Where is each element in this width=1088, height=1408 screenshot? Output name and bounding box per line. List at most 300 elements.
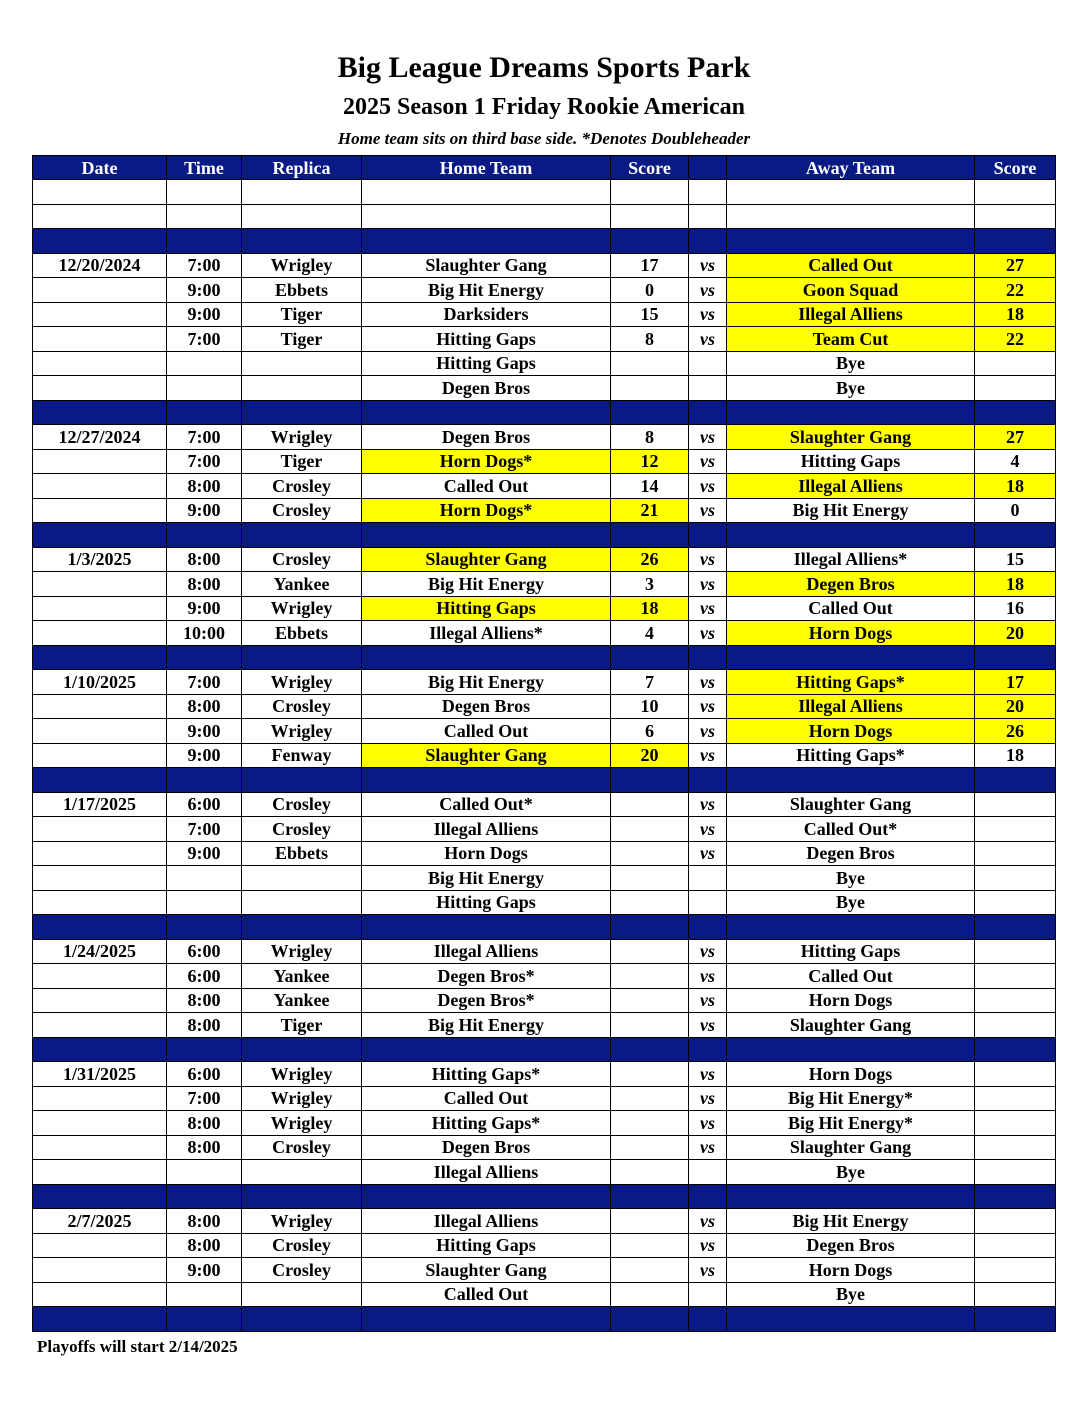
game-row [33, 351, 1056, 376]
home-team-cell: Slaughter Gang [362, 1258, 611, 1283]
replica-cell [242, 204, 362, 229]
away-team-cell [727, 645, 975, 670]
page-title: Big League Dreams Sports Park [337, 51, 751, 84]
vs-cell: vs [689, 1233, 727, 1258]
col-vs [689, 156, 727, 180]
home-score-cell: 12 [611, 449, 689, 474]
time-cell: 6:00 [167, 1062, 242, 1087]
date-cell [33, 988, 167, 1013]
away-team-cell: Called Out [727, 253, 975, 278]
vs-cell: vs [689, 743, 727, 768]
away-score-cell [975, 1282, 1056, 1307]
date-cell [33, 1135, 167, 1160]
game-row [33, 670, 1056, 695]
home-team-cell: Illegal Alliens [362, 1160, 611, 1185]
game-row [33, 694, 1056, 719]
home-score-cell [611, 351, 689, 376]
col-home-score: Score [611, 156, 689, 180]
replica-cell: Wrigley [242, 670, 362, 695]
home-team-cell: Darksiders [362, 302, 611, 327]
replica-cell: Tiger [242, 302, 362, 327]
home-score-cell: 7 [611, 670, 689, 695]
away-team-cell: Called Out* [727, 817, 975, 842]
date-cell [33, 327, 167, 352]
replica-cell: Yankee [242, 964, 362, 989]
home-team-cell: Slaughter Gang [362, 547, 611, 572]
vs-cell: vs [689, 425, 727, 450]
vs-cell: vs [689, 719, 727, 744]
home-score-cell: 21 [611, 498, 689, 523]
replica-cell: Crosley [242, 1258, 362, 1283]
home-team-cell: Called Out* [362, 792, 611, 817]
date-cell: 12/20/2024 [33, 253, 167, 278]
away-team-cell: Hitting Gaps [727, 939, 975, 964]
time-cell [167, 376, 242, 401]
replica-cell: Crosley [242, 694, 362, 719]
date-cell [33, 498, 167, 523]
date-cell [33, 229, 167, 254]
time-cell: 9:00 [167, 841, 242, 866]
away-score-cell: 18 [975, 572, 1056, 597]
date-cell [33, 376, 167, 401]
home-team-cell: Degen Bros* [362, 964, 611, 989]
home-score-cell [611, 841, 689, 866]
time-cell [167, 890, 242, 915]
time-cell: 6:00 [167, 792, 242, 817]
game-row [33, 964, 1056, 989]
away-score-cell [975, 229, 1056, 254]
replica-cell [242, 645, 362, 670]
vs-cell: vs [689, 474, 727, 499]
replica-cell: Tiger [242, 327, 362, 352]
date-cell [33, 645, 167, 670]
game-row [33, 1258, 1056, 1283]
vs-cell [689, 915, 727, 940]
date-cell [33, 278, 167, 303]
home-score-cell [611, 1135, 689, 1160]
vs-cell: vs [689, 988, 727, 1013]
time-cell [167, 229, 242, 254]
vs-cell [689, 523, 727, 548]
away-team-cell: Illegal Alliens [727, 474, 975, 499]
away-score-cell: 27 [975, 425, 1056, 450]
away-score-cell [975, 1307, 1056, 1332]
date-cell [33, 1258, 167, 1283]
away-team-cell: Called Out [727, 596, 975, 621]
home-team-cell [362, 523, 611, 548]
time-cell: 6:00 [167, 964, 242, 989]
time-cell: 7:00 [167, 1086, 242, 1111]
home-team-cell: Illegal Alliens [362, 817, 611, 842]
away-team-cell: Bye [727, 1282, 975, 1307]
home-team-cell: Hitting Gaps [362, 596, 611, 621]
home-team-cell: Horn Dogs [362, 841, 611, 866]
vs-cell [689, 180, 727, 205]
away-score-cell [975, 768, 1056, 793]
away-score-cell [975, 1184, 1056, 1209]
replica-cell: Ebbets [242, 278, 362, 303]
time-cell: 9:00 [167, 719, 242, 744]
vs-cell: vs [689, 792, 727, 817]
away-score-cell: 26 [975, 719, 1056, 744]
away-score-cell [975, 841, 1056, 866]
away-team-cell: Called Out [727, 964, 975, 989]
away-team-cell: Bye [727, 351, 975, 376]
game-row [33, 302, 1056, 327]
time-cell: 7:00 [167, 449, 242, 474]
away-score-cell [975, 988, 1056, 1013]
vs-cell: vs [689, 1062, 727, 1087]
vs-cell: vs [689, 670, 727, 695]
home-team-cell: Slaughter Gang [362, 743, 611, 768]
game-row [33, 572, 1056, 597]
vs-cell: vs [689, 596, 727, 621]
header-row [33, 156, 1056, 180]
date-cell: 1/31/2025 [33, 1062, 167, 1087]
game-row [33, 449, 1056, 474]
time-cell: 8:00 [167, 1209, 242, 1234]
replica-cell: Wrigley [242, 1209, 362, 1234]
time-cell [167, 915, 242, 940]
replica-cell: Crosley [242, 547, 362, 572]
date-cell [33, 351, 167, 376]
away-team-cell [727, 523, 975, 548]
time-cell [167, 204, 242, 229]
home-team-cell: Hitting Gaps [362, 351, 611, 376]
home-team-cell: Hitting Gaps [362, 890, 611, 915]
home-team-cell: Slaughter Gang [362, 253, 611, 278]
away-score-cell [975, 964, 1056, 989]
home-score-cell: 6 [611, 719, 689, 744]
vs-cell [689, 768, 727, 793]
home-team-cell: Big Hit Energy [362, 866, 611, 891]
time-cell: 8:00 [167, 1135, 242, 1160]
vs-cell: vs [689, 278, 727, 303]
away-score-cell: 16 [975, 596, 1056, 621]
away-team-cell: Hitting Gaps* [727, 670, 975, 695]
replica-cell [242, 768, 362, 793]
home-score-cell: 14 [611, 474, 689, 499]
vs-cell: vs [689, 327, 727, 352]
week-separator-row [33, 523, 1056, 548]
home-score-cell [611, 400, 689, 425]
col-date: Date [33, 156, 167, 180]
away-score-cell [975, 1062, 1056, 1087]
time-cell: 8:00 [167, 547, 242, 572]
vs-cell [689, 400, 727, 425]
away-team-cell: Illegal Alliens [727, 302, 975, 327]
game-row [33, 1135, 1056, 1160]
replica-cell [242, 180, 362, 205]
week-separator-row [33, 768, 1056, 793]
home-team-cell: Called Out [362, 1086, 611, 1111]
time-cell [167, 400, 242, 425]
home-score-cell [611, 1209, 689, 1234]
game-row [33, 841, 1056, 866]
home-score-cell [611, 915, 689, 940]
vs-cell: vs [689, 841, 727, 866]
home-team-cell: Big Hit Energy [362, 572, 611, 597]
vs-cell: vs [689, 572, 727, 597]
game-row [33, 1013, 1056, 1038]
replica-cell: Wrigley [242, 1086, 362, 1111]
away-score-cell [975, 180, 1056, 205]
home-team-cell: Hitting Gaps [362, 1233, 611, 1258]
replica-cell: Fenway [242, 743, 362, 768]
game-row [33, 988, 1056, 1013]
away-score-cell [975, 1086, 1056, 1111]
col-home-team: Home Team [362, 156, 611, 180]
game-row [33, 498, 1056, 523]
away-team-cell [727, 229, 975, 254]
home-score-cell [611, 376, 689, 401]
replica-cell: Wrigley [242, 253, 362, 278]
date-cell [33, 1282, 167, 1307]
time-cell: 9:00 [167, 302, 242, 327]
home-team-cell [362, 180, 611, 205]
vs-cell [689, 351, 727, 376]
home-team-cell [362, 768, 611, 793]
date-cell: 1/10/2025 [33, 670, 167, 695]
time-cell [167, 866, 242, 891]
time-cell: 8:00 [167, 1013, 242, 1038]
away-score-cell: 15 [975, 547, 1056, 572]
blank-row [33, 204, 1056, 229]
away-team-cell: Big Hit Energy* [727, 1111, 975, 1136]
vs-cell: vs [689, 1135, 727, 1160]
vs-cell: vs [689, 621, 727, 646]
home-team-cell [362, 1184, 611, 1209]
away-team-cell: Big Hit Energy* [727, 1086, 975, 1111]
away-team-cell: Slaughter Gang [727, 1135, 975, 1160]
time-cell: 7:00 [167, 817, 242, 842]
date-cell [33, 719, 167, 744]
replica-cell: Crosley [242, 498, 362, 523]
game-row [33, 1160, 1056, 1185]
away-score-cell: 22 [975, 327, 1056, 352]
away-team-cell: Horn Dogs [727, 719, 975, 744]
replica-cell: Wrigley [242, 1062, 362, 1087]
home-team-cell: Horn Dogs* [362, 449, 611, 474]
home-score-cell [611, 890, 689, 915]
away-team-cell [727, 204, 975, 229]
date-cell [33, 768, 167, 793]
away-team-cell: Degen Bros [727, 841, 975, 866]
away-score-cell [975, 1233, 1056, 1258]
home-score-cell [611, 1282, 689, 1307]
away-score-cell [975, 400, 1056, 425]
away-team-cell: Big Hit Energy [727, 1209, 975, 1234]
replica-cell [242, 1160, 362, 1185]
date-cell [33, 817, 167, 842]
away-team-cell [727, 180, 975, 205]
replica-cell [242, 1307, 362, 1332]
schedule-body [33, 180, 1056, 1332]
home-score-cell [611, 1062, 689, 1087]
game-row [33, 376, 1056, 401]
replica-cell [242, 351, 362, 376]
playoffs-note: Playoffs will start 2/14/2025 [37, 1337, 238, 1356]
game-row [33, 939, 1056, 964]
vs-cell: vs [689, 694, 727, 719]
away-team-cell [727, 768, 975, 793]
replica-cell [242, 229, 362, 254]
away-score-cell [975, 523, 1056, 548]
home-team-cell [362, 400, 611, 425]
home-score-cell [611, 964, 689, 989]
away-team-cell: Big Hit Energy [727, 498, 975, 523]
away-score-cell: 27 [975, 253, 1056, 278]
away-score-cell [975, 866, 1056, 891]
time-cell: 9:00 [167, 1258, 242, 1283]
replica-cell: Wrigley [242, 596, 362, 621]
vs-cell: vs [689, 1013, 727, 1038]
home-team-cell: Hitting Gaps* [362, 1111, 611, 1136]
time-cell [167, 523, 242, 548]
date-cell [33, 694, 167, 719]
home-score-cell [611, 768, 689, 793]
week-separator-row [33, 1037, 1056, 1062]
game-row [33, 1062, 1056, 1087]
vs-cell [689, 229, 727, 254]
home-team-cell [362, 229, 611, 254]
time-cell: 7:00 [167, 425, 242, 450]
away-score-cell [975, 1037, 1056, 1062]
home-team-cell: Illegal Alliens [362, 939, 611, 964]
date-cell [33, 1086, 167, 1111]
replica-cell: Tiger [242, 449, 362, 474]
game-row [33, 425, 1056, 450]
away-score-cell [975, 1111, 1056, 1136]
home-score-cell [611, 866, 689, 891]
home-team-cell: Hitting Gaps* [362, 1062, 611, 1087]
home-team-cell: Hitting Gaps [362, 327, 611, 352]
away-team-cell: Team Cut [727, 327, 975, 352]
home-team-cell: Degen Bros [362, 694, 611, 719]
vs-cell: vs [689, 1209, 727, 1234]
replica-cell: Wrigley [242, 1111, 362, 1136]
time-cell: 8:00 [167, 1233, 242, 1258]
vs-cell [689, 204, 727, 229]
away-team-cell: Horn Dogs [727, 621, 975, 646]
date-cell [33, 572, 167, 597]
time-cell: 7:00 [167, 253, 242, 278]
week-separator-row [33, 229, 1056, 254]
game-row [33, 1209, 1056, 1234]
replica-cell [242, 915, 362, 940]
away-score-cell: 20 [975, 694, 1056, 719]
vs-cell: vs [689, 1086, 727, 1111]
game-row [33, 1233, 1056, 1258]
away-team-cell: Slaughter Gang [727, 792, 975, 817]
away-team-cell: Horn Dogs [727, 1258, 975, 1283]
home-team-cell: Called Out [362, 1282, 611, 1307]
away-score-cell [975, 915, 1056, 940]
date-cell [33, 890, 167, 915]
vs-cell: vs [689, 449, 727, 474]
vs-cell [689, 1282, 727, 1307]
home-score-cell: 20 [611, 743, 689, 768]
replica-cell [242, 1037, 362, 1062]
time-cell: 9:00 [167, 498, 242, 523]
col-away-team: Away Team [727, 156, 975, 180]
vs-cell: vs [689, 964, 727, 989]
away-team-cell: Illegal Alliens [727, 694, 975, 719]
home-team-cell: Illegal Alliens [362, 1209, 611, 1234]
home-team-cell: Illegal Alliens* [362, 621, 611, 646]
week-separator-row [33, 645, 1056, 670]
time-cell: 7:00 [167, 327, 242, 352]
replica-cell [242, 523, 362, 548]
home-score-cell [611, 817, 689, 842]
away-score-cell: 17 [975, 670, 1056, 695]
home-score-cell: 18 [611, 596, 689, 621]
away-team-cell: Degen Bros [727, 1233, 975, 1258]
vs-cell: vs [689, 939, 727, 964]
home-team-cell: Big Hit Energy [362, 1013, 611, 1038]
home-score-cell [611, 1013, 689, 1038]
date-cell [33, 621, 167, 646]
replica-cell: Crosley [242, 474, 362, 499]
blank-row [33, 180, 1056, 205]
game-row [33, 596, 1056, 621]
away-team-cell: Goon Squad [727, 278, 975, 303]
home-team-cell [362, 915, 611, 940]
away-team-cell: Hitting Gaps [727, 449, 975, 474]
replica-cell: Wrigley [242, 939, 362, 964]
home-team-cell: Called Out [362, 719, 611, 744]
vs-cell [689, 890, 727, 915]
game-row [33, 719, 1056, 744]
replica-cell: Yankee [242, 572, 362, 597]
vs-cell [689, 1160, 727, 1185]
date-cell [33, 915, 167, 940]
date-cell: 2/7/2025 [33, 1209, 167, 1234]
away-score-cell [975, 890, 1056, 915]
date-cell [33, 964, 167, 989]
time-cell [167, 1307, 242, 1332]
time-cell: 10:00 [167, 621, 242, 646]
game-row [33, 253, 1056, 278]
date-cell [33, 204, 167, 229]
replica-cell: Wrigley [242, 719, 362, 744]
home-score-cell: 26 [611, 547, 689, 572]
away-team-cell [727, 1307, 975, 1332]
time-cell [167, 645, 242, 670]
home-team-cell: Degen Bros [362, 376, 611, 401]
home-score-cell: 3 [611, 572, 689, 597]
time-cell: 8:00 [167, 988, 242, 1013]
home-score-cell [611, 939, 689, 964]
time-cell: 7:00 [167, 670, 242, 695]
replica-cell: Ebbets [242, 621, 362, 646]
col-away-score: Score [975, 156, 1056, 180]
away-team-cell: Bye [727, 1160, 975, 1185]
replica-cell: Crosley [242, 817, 362, 842]
date-cell [33, 474, 167, 499]
date-cell [33, 1037, 167, 1062]
vs-cell [689, 1307, 727, 1332]
home-score-cell [611, 1184, 689, 1209]
game-row [33, 1086, 1056, 1111]
date-cell [33, 1111, 167, 1136]
away-score-cell [975, 792, 1056, 817]
away-score-cell: 18 [975, 474, 1056, 499]
game-row [33, 547, 1056, 572]
week-separator-row [33, 915, 1056, 940]
date-cell [33, 400, 167, 425]
home-score-cell [611, 204, 689, 229]
